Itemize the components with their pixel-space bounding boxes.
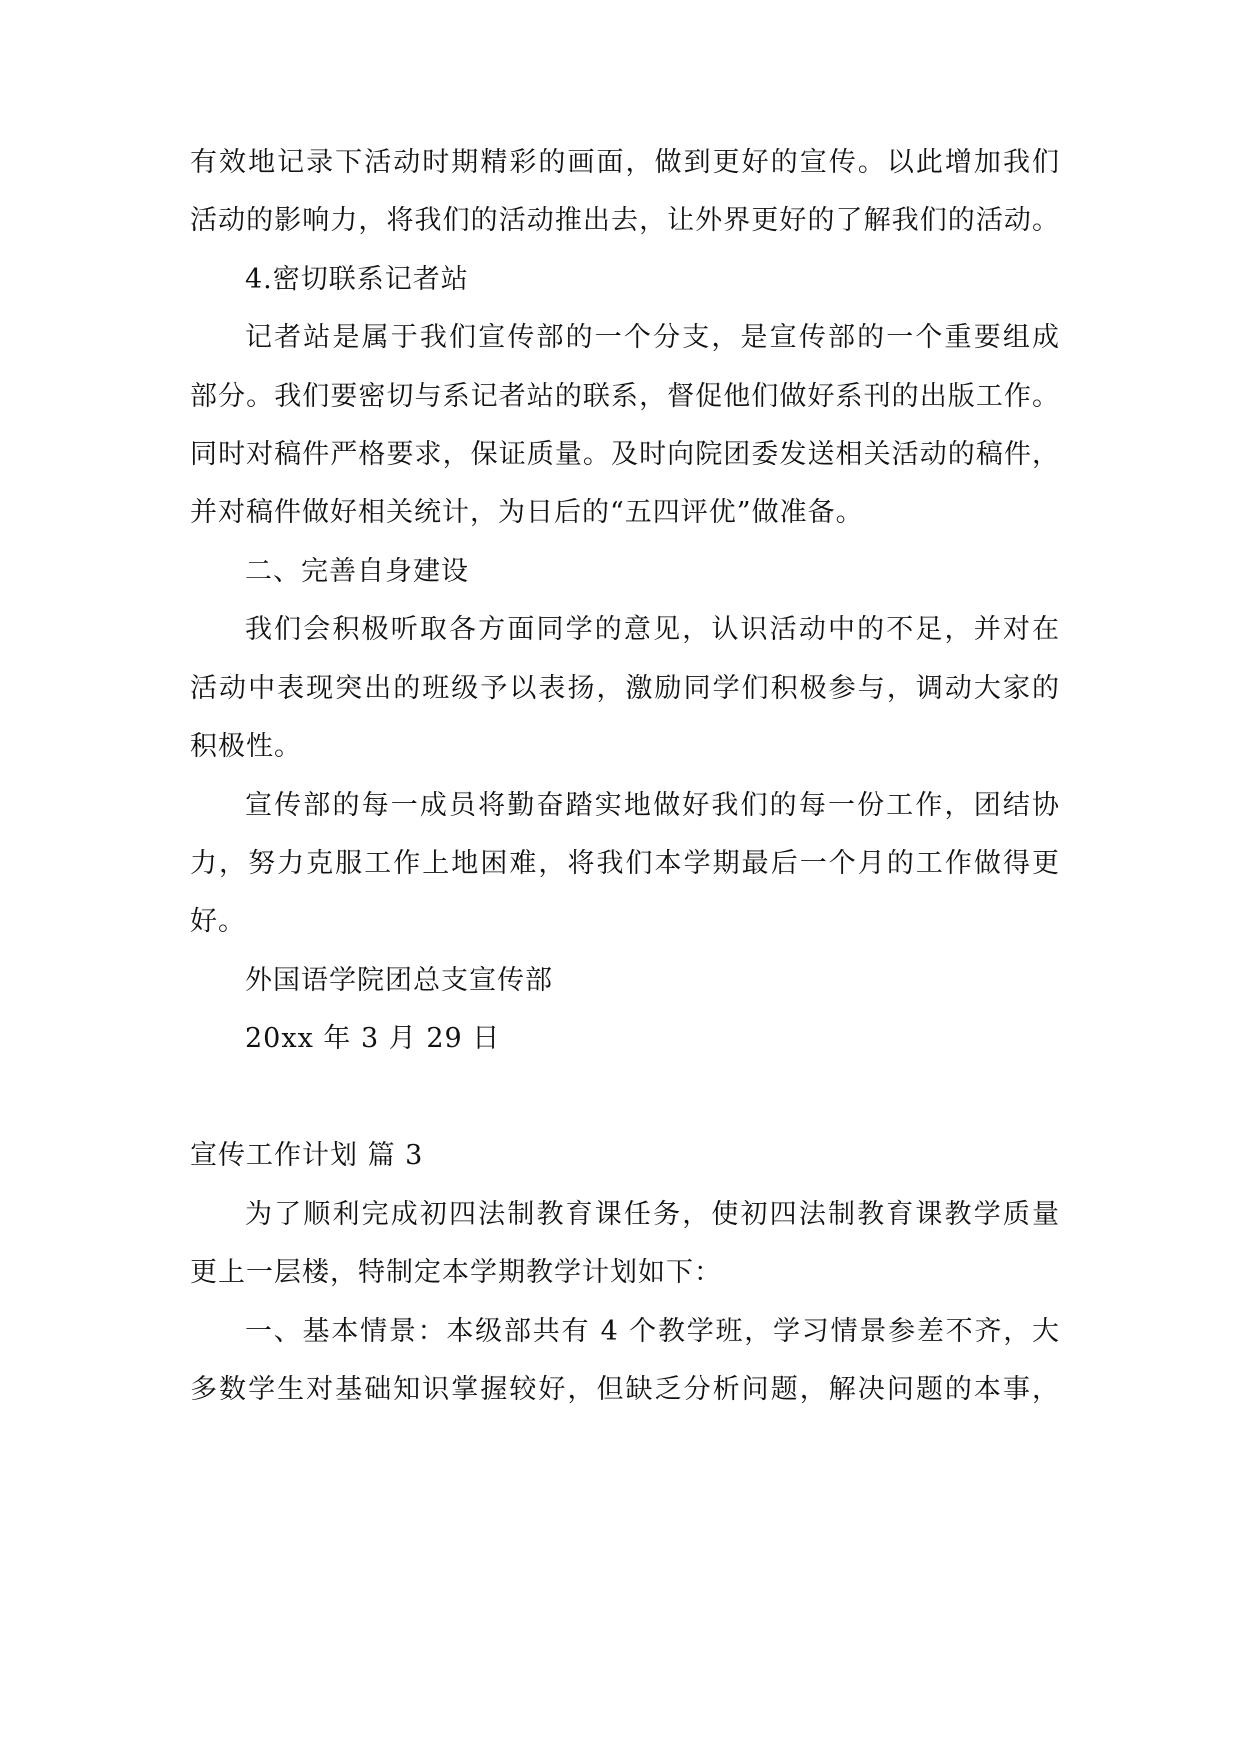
paragraph-line: 力，努力克服工作上地困难，将我们本学期最后一个月的工作做得更 <box>190 848 1060 879</box>
paragraph-line: 积极性。 <box>190 731 302 762</box>
paragraph-line: 一、基本情景：本级部共有 4 个教学班，学习情景参差不齐，大 <box>245 1316 1060 1347</box>
paragraph-line: 记者站是属于我们宣传部的一个分支，是宣传部的一个重要组成 <box>245 322 1060 353</box>
paragraph-line: 活动的影响力，将我们的活动推出去，让外界更好的了解我们的活动。 <box>190 205 1060 236</box>
paragraph-line: 更上一层楼，特制定本学期教学计划如下： <box>190 1257 722 1288</box>
paragraph-line: 部分。我们要密切与系记者站的联系，督促他们做好系刊的出版工作。 <box>190 381 1060 412</box>
paragraph-line: 宣传部的每一成员将勤奋踏实地做好我们的每一份工作，团结协 <box>245 790 1060 821</box>
section-heading: 二、完善自身建设 <box>245 556 469 587</box>
article-title: 宣传工作计划 篇 3 <box>190 1140 424 1171</box>
paragraph-line: 为了顺利完成初四法制教育课任务，使初四法制教育课教学质量 <box>245 1199 1060 1230</box>
paragraph-line: 多数学生对基础知识掌握较好，但缺乏分析问题，解决问题的本事， <box>190 1374 1060 1405</box>
paragraph-line: 有效地记录下活动时期精彩的画面，做到更好的宣传。以此增加我们 <box>190 147 1060 178</box>
signature-date: 20xx 年 3 月 29 日 <box>245 1023 501 1054</box>
paragraph-line: 同时对稿件严格要求，保证质量。及时向院团委发送相关活动的稿件， <box>190 439 1060 470</box>
signature-organization: 外国语学院团总支宣传部 <box>245 965 553 996</box>
paragraph-line: 我们会积极听取各方面同学的意见，认识活动中的不足，并对在 <box>245 614 1060 645</box>
paragraph-line: 好。 <box>190 906 246 937</box>
paragraph-line: 活动中表现突出的班级予以表扬，激励同学们积极参与，调动大家的 <box>190 673 1060 704</box>
paragraph-line: 并对稿件做好相关统计，为日后的“五四评优”做准备。 <box>190 497 864 528</box>
section-heading: 4.密切联系记者站 <box>245 264 469 295</box>
